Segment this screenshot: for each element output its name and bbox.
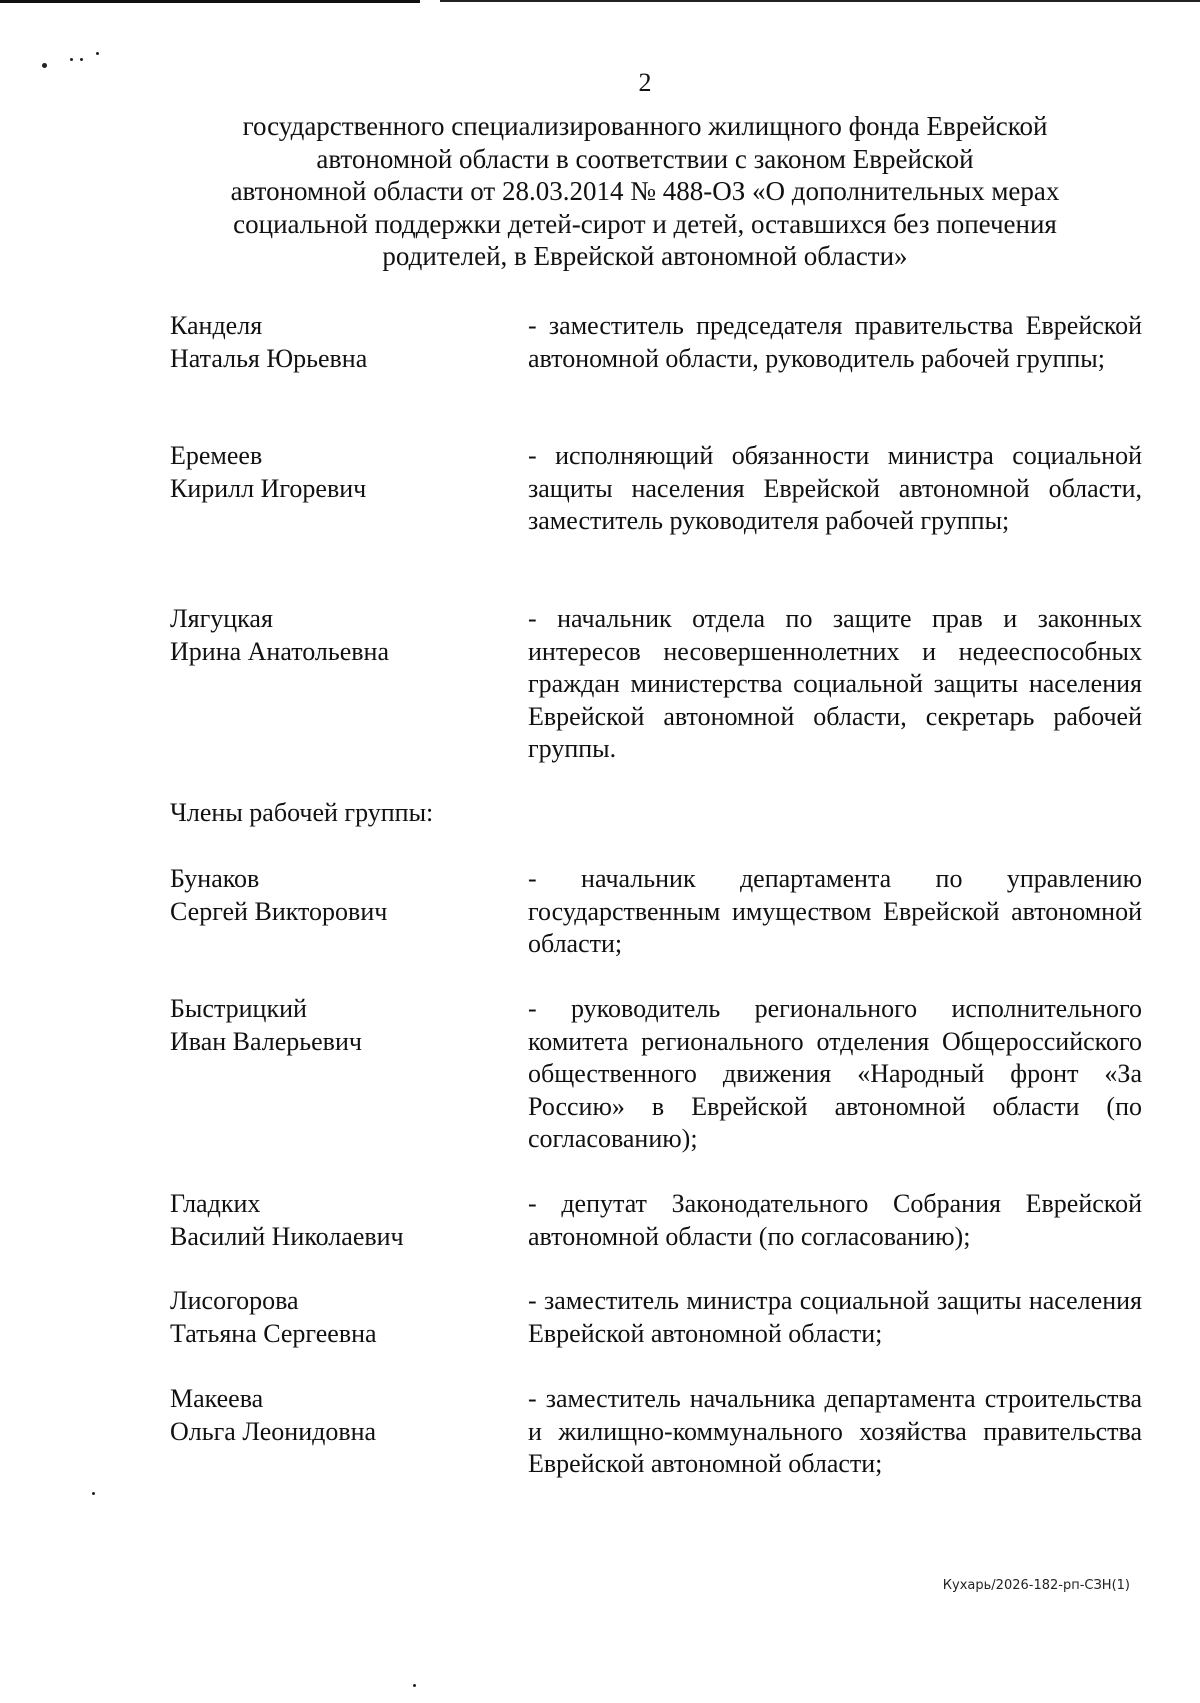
document-code: Кухарь/2026-182-рп-СЗН(1)	[942, 1578, 1130, 1593]
member-role: - заместитель министра социальной защиты населения Еврейской автономной области;	[528, 1286, 1142, 1348]
member-surname: Макеева	[170, 1384, 264, 1413]
scan-speck	[413, 1684, 416, 1687]
scan-speck	[70, 58, 73, 61]
page-number: 2	[638, 68, 652, 97]
member-role: - начальник департамента по управлению государственным имуществом Еврейской автономной области;	[528, 864, 1142, 958]
scan-edge-line	[0, 0, 420, 3]
member-surname: Гладких	[170, 1189, 261, 1218]
member-name	[170, 1188, 510, 1253]
member-given-name: Василий Николаевич	[170, 1221, 404, 1251]
member-role: - начальник отдела по защите прав и законных интересов несовершеннолетних и недееспособных граждан министерства социальной защиты населения Еврейской автономной области, секретарь рабочей группы.	[528, 604, 1142, 763]
scan-speck	[96, 52, 99, 55]
scan-speck	[92, 1492, 95, 1495]
member-surname: Быстрицкий	[170, 994, 307, 1023]
member-given-name: Сергей Викторович	[170, 896, 388, 926]
member-surname: Бунаков	[170, 864, 260, 893]
scan-speck	[80, 58, 83, 61]
member-name	[170, 603, 510, 668]
heading-line: родителей, в Еврейской автономной области»	[382, 241, 908, 271]
member-surname: Еремеев	[170, 441, 263, 470]
member-name	[170, 310, 510, 375]
member-surname: Лягуцкая	[170, 604, 273, 633]
member-given-name: Ольга Леонидовна	[170, 1416, 377, 1446]
member-role: - заместитель начальника департамента строительства и жилищно-коммунального хозяйства правительства Еврейской автономной области;	[528, 1384, 1142, 1478]
member-role: - депутат Законодательного Собрания Еврейской автономной области (по согласованию);	[528, 1189, 1142, 1251]
heading-line: автономной области от 28.03.2014 № 488-ОЗ «О дополнительных мерах	[230, 176, 1060, 206]
member-given-name: Кирилл Игоревич	[170, 473, 367, 503]
member-role: - руководитель регионального исполнительного комитета регионального отделения Общероссийского общественного движения «Народный фронт «За Россию» в Еврейской автономной области (по согласованию);	[528, 994, 1142, 1153]
member-name	[170, 1285, 510, 1350]
member-given-name: Ирина Анатольевна	[170, 636, 389, 666]
scan-speck	[42, 63, 47, 68]
heading-line: социальной поддержки детей-сирот и детей, оставшихся без попечения	[233, 208, 1057, 239]
member-role: - заместитель председателя правительства Еврейской автономной области, руководитель рабочей группы;	[528, 311, 1142, 373]
member-name	[170, 1383, 510, 1448]
scan-edge-line	[440, 0, 1200, 2]
document-heading	[170, 110, 1120, 273]
member-name	[170, 993, 510, 1058]
heading-line: государственного специализированного жилищного фонда Еврейской	[242, 111, 1048, 141]
member-given-name: Татьяна Сергеевна	[170, 1318, 377, 1348]
member-name	[170, 863, 510, 928]
member-surname: Лисогорова	[170, 1286, 299, 1315]
member-surname: Канделя	[170, 311, 263, 340]
member-given-name: Иван Валерьевич	[170, 1026, 362, 1056]
member-given-name: Наталья Юрьевна	[170, 343, 368, 373]
heading-line: автономной области в соответствии с законом Еврейской	[316, 143, 974, 174]
members-heading: Члены рабочей группы:	[170, 798, 434, 827]
member-role: - исполняющий обязанности министра социальной защиты населения Еврейской автономной области, заместитель руководителя рабочей группы;	[528, 441, 1142, 535]
member-name	[170, 440, 510, 505]
